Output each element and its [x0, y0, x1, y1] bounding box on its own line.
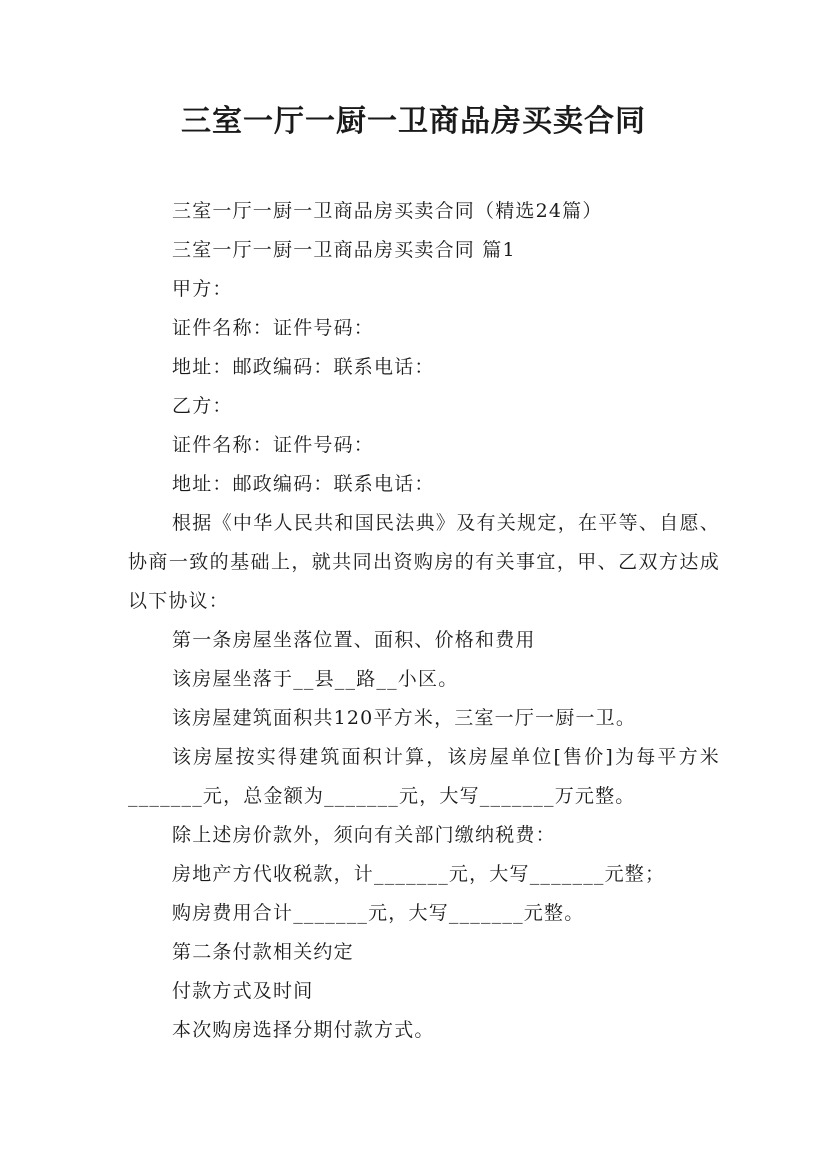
- paragraph: 三室一厅一厨一卫商品房买卖合同 篇1: [172, 239, 516, 261]
- paragraph: 地址：邮政编码：联系电话：: [172, 473, 435, 495]
- document-body: [128, 192, 720, 1050]
- paragraph: 证件名称：证件号码：: [172, 317, 375, 339]
- paragraph: 房地产方代收税款，计_______元，大写_______元整；: [172, 863, 666, 885]
- paragraph: 证件名称：证件号码：: [172, 434, 375, 456]
- paragraph: 该房屋坐落于__县__路__小区。: [172, 668, 459, 690]
- paragraph: 乙方：: [172, 395, 233, 417]
- paragraph: 根据《中华人民共和国民法典》及有关规定，在平等、自愿、协商一致的基础上，就共同出资购房的有关事宜，甲、乙双方达成以下协议：: [128, 512, 720, 612]
- paragraph: 甲方：: [172, 278, 233, 300]
- paragraph: 除上述房价款外，须向有关部门缴纳税费：: [172, 824, 556, 846]
- paragraph: 地址：邮政编码：联系电话：: [172, 356, 435, 378]
- paragraph: 第一条房屋坐落位置、面积、价格和费用: [172, 629, 536, 651]
- paragraph: 付款方式及时间: [172, 980, 314, 1002]
- paragraph: 三室一厅一厨一卫商品房买卖合同（精选24篇）: [172, 200, 603, 222]
- paragraph: 第二条付款相关约定: [172, 941, 354, 963]
- paragraph: 购房费用合计_______元，大写_______元整。: [172, 902, 585, 924]
- paragraph: 本次购房选择分期付款方式。: [172, 1019, 435, 1041]
- paragraph: 该房屋按实得建筑面积计算，该房屋单位[售价]为每平方米_______元，总金额为_______元，大写_______万元整。: [128, 746, 720, 807]
- paragraph: 该房屋建筑面积共120平方米，三室一厅一厨一卫。: [172, 707, 637, 729]
- document-title: 三室一厅一厨一卫商品房买卖合同: [181, 104, 646, 139]
